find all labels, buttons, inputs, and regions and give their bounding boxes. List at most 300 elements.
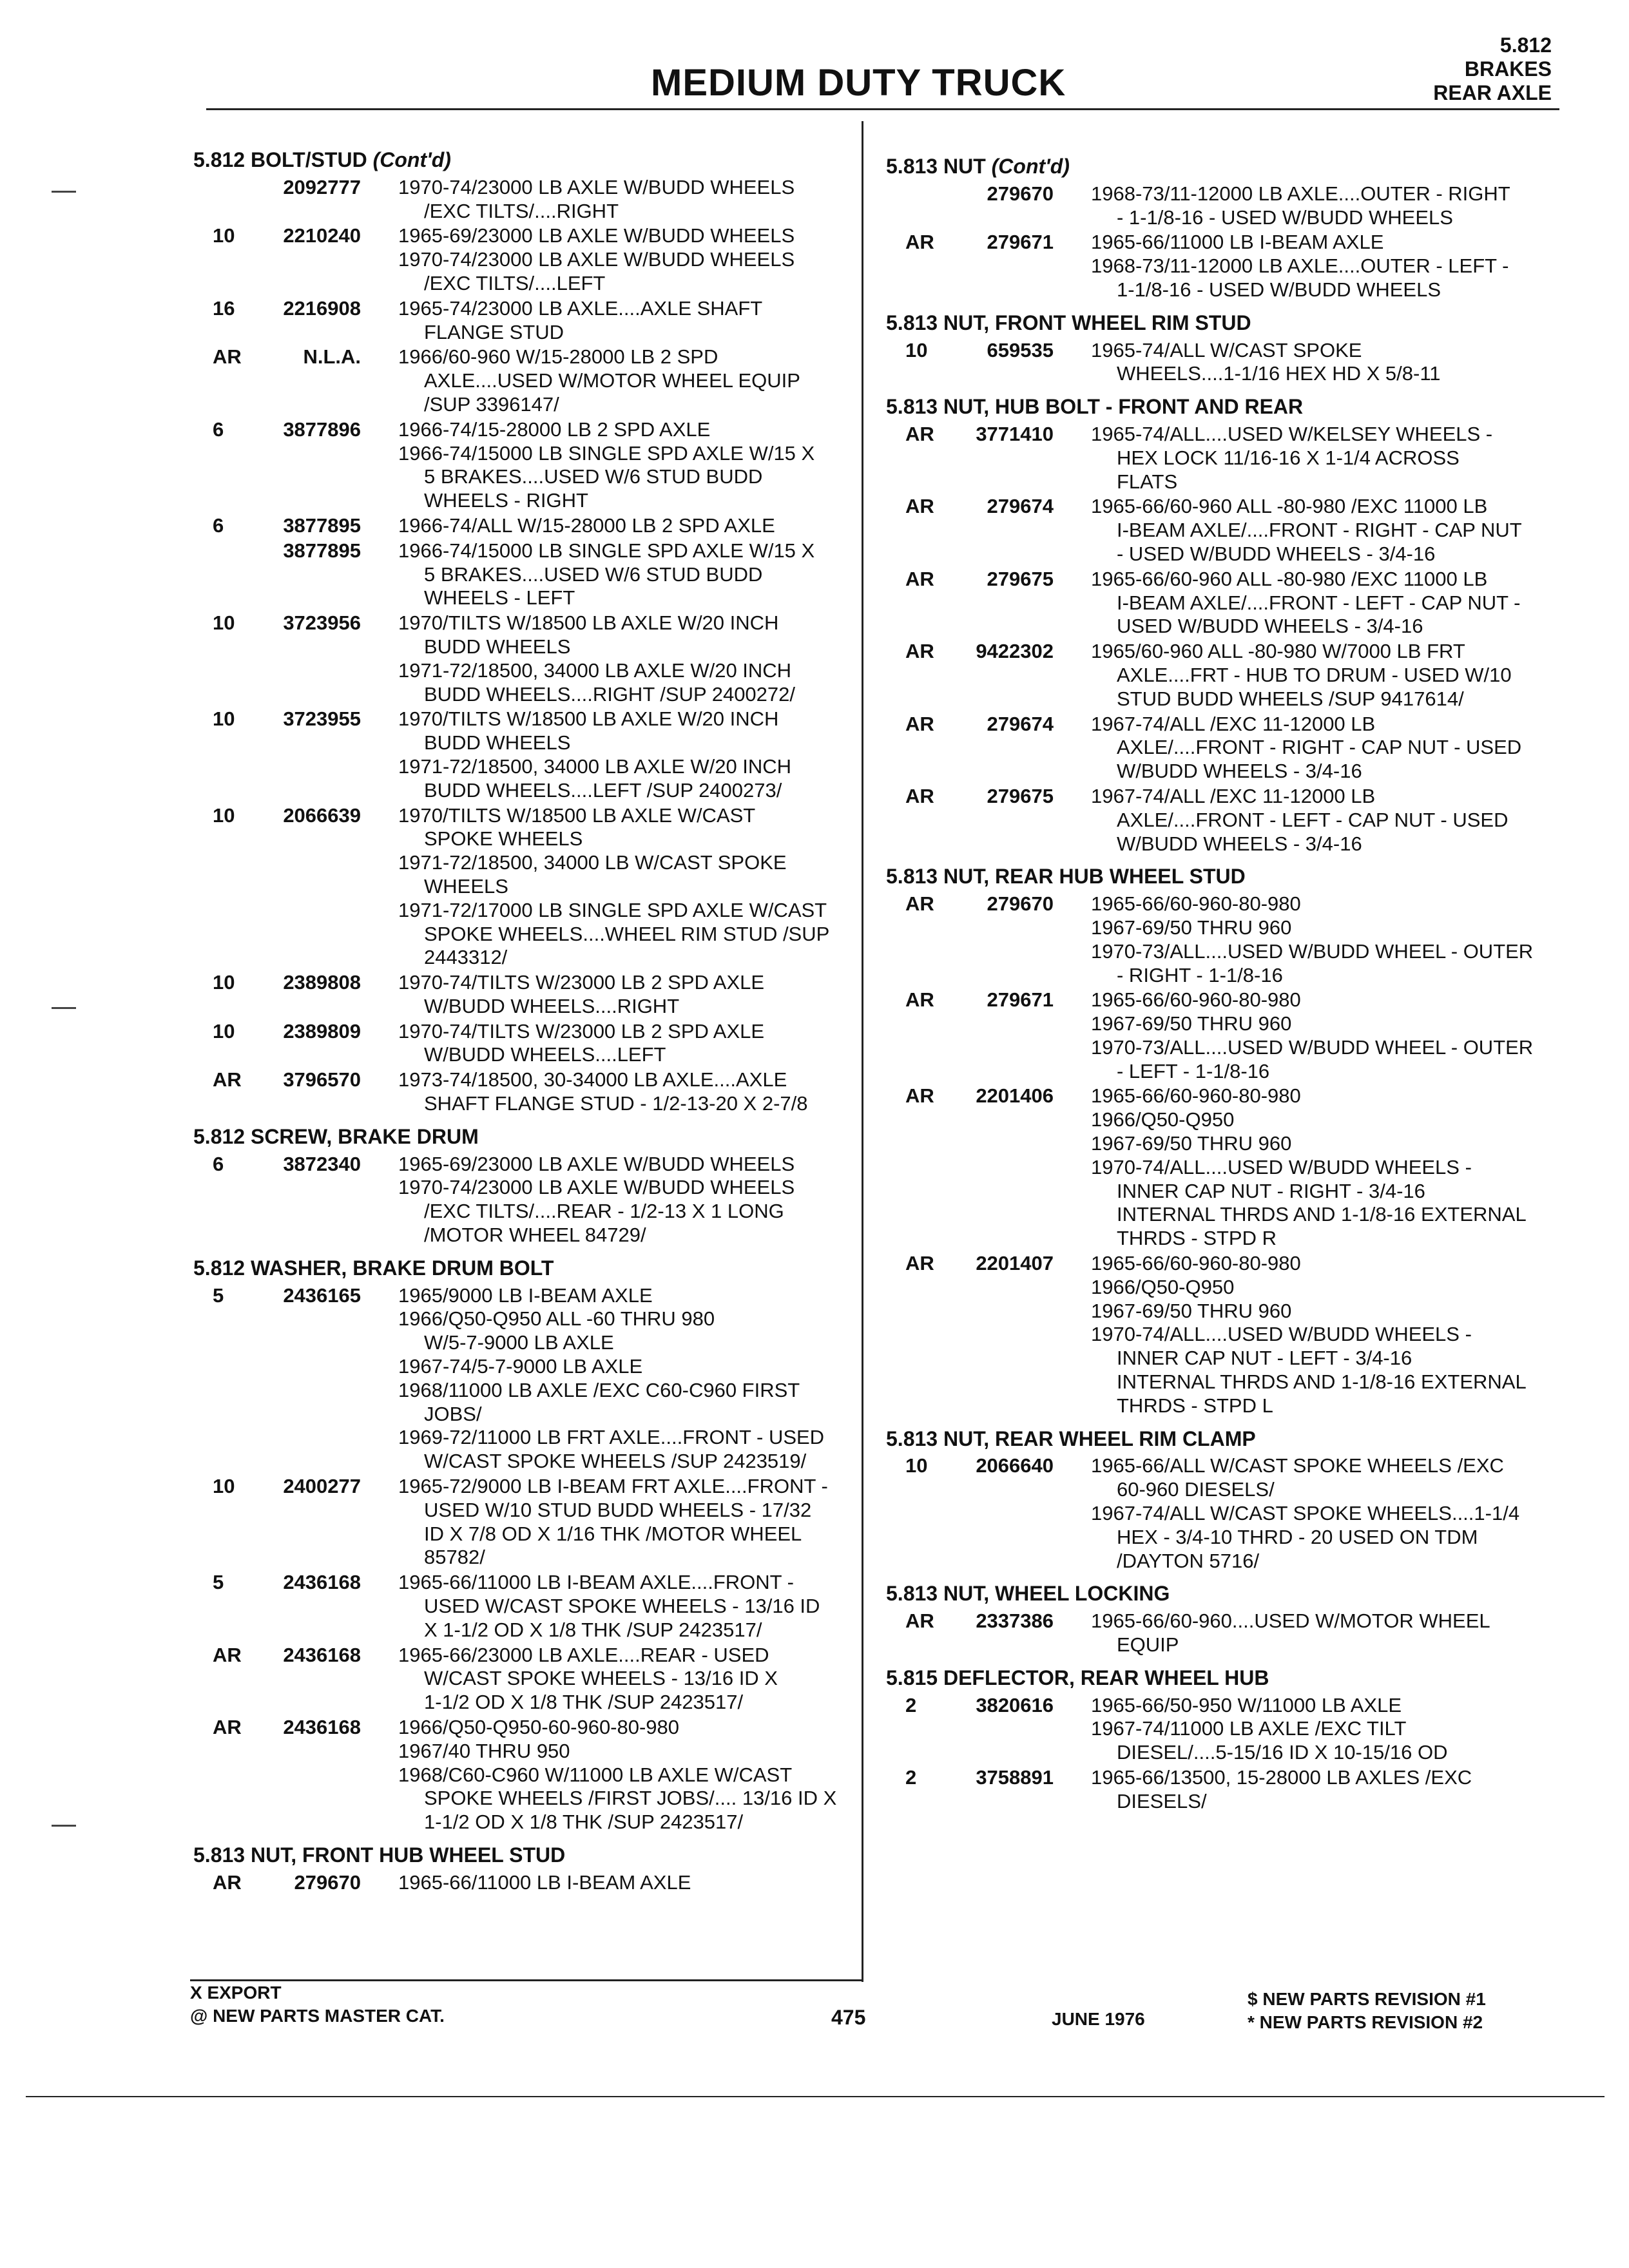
description-line: 1965-69/23000 LB AXLE W/BUDD WHEELS: [398, 224, 795, 247]
section-reference: [1433, 34, 1552, 105]
part-number: 279670: [294, 1870, 361, 1894]
description-line: AXLE/....FRONT - RIGHT - CAP NUT - USED: [1117, 736, 1522, 759]
description-line: 1967-69/50 THRU 960: [1091, 1299, 1292, 1322]
quantity: AR: [213, 1068, 242, 1091]
part-number: 9422302: [976, 640, 1054, 663]
part-description: [398, 1644, 851, 1715]
part-description: [398, 176, 851, 224]
part-entry: [886, 568, 1556, 639]
description-line: AXLE....FRT - HUB TO DRUM - USED W/10: [1117, 663, 1512, 686]
quantity: AR: [905, 988, 934, 1012]
part-description: [1091, 1694, 1556, 1765]
part-number: 2201406: [976, 1084, 1054, 1108]
part-entry: [886, 231, 1556, 302]
binder-hole-mark: [52, 1825, 76, 1827]
description-line: HEX - 3/4-10 THRD - 20 USED ON TDM: [1117, 1525, 1478, 1548]
description-line: 1965/9000 LB I-BEAM AXLE: [398, 1283, 653, 1307]
section-category: BRAKES: [1464, 57, 1552, 81]
description-line: - LEFT - 1-1/8-16: [1117, 1059, 1270, 1082]
section-title: 5.813 NUT, FRONT HUB WHEEL STUD: [193, 1843, 566, 1867]
description-line: 1968-73/11-12000 LB AXLE....OUTER - RIGHT: [1091, 182, 1510, 205]
description-line: 1965-72/9000 LB I-BEAM FRT AXLE....FRONT -: [398, 1475, 828, 1498]
part-number: 3723956: [283, 611, 361, 635]
part-entry: [886, 423, 1556, 494]
part-entry: [886, 988, 1556, 1083]
section-heading: [886, 155, 1556, 178]
part-entry: [886, 1694, 1556, 1765]
part-entry: [886, 892, 1556, 987]
quantity: AR: [905, 231, 934, 254]
quantity: AR: [213, 1643, 242, 1666]
part-entry: [193, 1475, 851, 1570]
part-number: 2436168: [283, 1716, 361, 1738]
part-number: 3877895: [283, 539, 361, 562]
quantity: AR: [905, 1610, 934, 1633]
quantity: 10: [213, 1475, 235, 1498]
description-line: 1-1/2 OD X 1/8 THK /SUP 2423517/: [424, 1691, 744, 1714]
description-line: 1967-74/ALL W/CAST SPOKE WHEELS....1-1/4: [1091, 1502, 1520, 1525]
section-heading: [886, 865, 1556, 889]
quantity: 6: [213, 1152, 224, 1175]
description-line: 1965-66/11000 LB I-BEAM AXLE: [1091, 231, 1384, 254]
description-line: AXLE....USED W/MOTOR WHEEL EQUIP: [424, 369, 800, 392]
part-number: 279674: [987, 712, 1054, 735]
description-line: 1967-69/50 THRU 960: [1091, 1132, 1292, 1155]
part-entry: [886, 713, 1556, 783]
part-number: 279671: [987, 988, 1054, 1012]
binder-hole-mark: [52, 1007, 76, 1009]
description-line: 1970-74/TILTS W/23000 LB 2 SPD AXLE: [398, 1019, 765, 1043]
part-number: 2216908: [283, 296, 361, 320]
part-description: [1091, 231, 1556, 302]
part-description: [398, 297, 851, 345]
description-line: 1965-66/11000 LB I-BEAM AXLE: [398, 1870, 691, 1894]
description-line: SPOKE WHEELS....WHEEL RIM STUD /SUP: [424, 922, 830, 945]
description-line: - RIGHT - 1-1/8-16: [1117, 963, 1283, 986]
part-description: [1091, 339, 1556, 387]
part-entry: [886, 1252, 1556, 1418]
description-line: 1971-72/18500, 34000 LB W/CAST SPOKE: [398, 851, 787, 874]
part-number: 3877896: [283, 418, 361, 441]
part-description: [398, 1020, 851, 1068]
description-line: 1965-66/60-960-80-980: [1091, 1084, 1301, 1108]
part-description: [398, 611, 851, 706]
part-number: N.L.A.: [303, 345, 361, 369]
part-description: [1091, 1084, 1556, 1251]
description-line: USED W/10 STUD BUDD WHEELS - 17/32: [424, 1498, 812, 1521]
part-number: 2389808: [283, 971, 361, 994]
bottom-rule: [26, 2096, 1605, 2097]
description-line: WHEELS....1-1/16 HEX HD X 5/8-11: [1117, 362, 1441, 385]
part-number: 3877895: [283, 514, 361, 537]
description-line: BUDD WHEELS: [424, 731, 571, 754]
binder-hole-mark: [52, 191, 76, 193]
part-entry: [886, 339, 1556, 387]
column-divider: [862, 121, 863, 1982]
part-number: 2066639: [283, 803, 361, 827]
part-description: [398, 418, 851, 513]
part-description: [398, 1475, 851, 1570]
footer-revision-2: * NEW PARTS REVISION #2: [1248, 2012, 1483, 2032]
description-line: INNER CAP NUT - RIGHT - 3/4-16: [1117, 1179, 1425, 1202]
part-description: [1091, 568, 1556, 639]
quantity: 10: [213, 611, 235, 635]
part-entry: [886, 1454, 1556, 1573]
quantity: 10: [213, 803, 235, 827]
part-description: [1091, 892, 1556, 987]
left-column: [193, 148, 851, 1896]
part-number: 279675: [987, 784, 1054, 807]
part-number: 3771410: [976, 422, 1054, 445]
footer-rule-left: [190, 1979, 863, 1981]
description-line: 1967-69/50 THRU 960: [1091, 1012, 1292, 1035]
section-heading: [193, 148, 851, 172]
quantity: 5: [213, 1283, 224, 1307]
part-entry: [886, 640, 1556, 711]
section-title: 5.813 NUT, WHEEL LOCKING: [886, 1582, 1170, 1606]
description-line: BUDD WHEELS....LEFT /SUP 2400273/: [424, 778, 782, 802]
quantity: 2: [905, 1766, 917, 1789]
part-entry: [886, 1610, 1556, 1657]
description-line: INTERNAL THRDS AND 1-1/8-16 EXTERNAL: [1117, 1203, 1527, 1226]
description-line: 5 BRAKES....USED W/6 STUD BUDD: [424, 562, 763, 586]
description-line: 1965-74/23000 LB AXLE....AXLE SHAFT: [398, 296, 763, 320]
description-line: STUD BUDD WHEELS /SUP 9417614/: [1117, 687, 1464, 710]
part-entry: [193, 224, 851, 295]
description-line: 1965-66/60-960-80-980: [1091, 988, 1301, 1012]
part-description: [398, 1571, 851, 1642]
quantity: 10: [213, 1019, 235, 1043]
part-description: [398, 1716, 851, 1834]
description-line: 85782/: [424, 1546, 485, 1569]
description-line: 1970-73/ALL....USED W/BUDD WHEEL - OUTER: [1091, 1035, 1534, 1059]
part-description: [1091, 1252, 1556, 1418]
description-line: - 1-1/8-16 - USED W/BUDD WHEELS: [1117, 206, 1453, 229]
description-line: 1965-66/23000 LB AXLE....REAR - USED: [398, 1643, 769, 1666]
description-line: 1971-72/18500, 34000 LB AXLE W/20 INCH: [398, 658, 792, 682]
part-number: 3758891: [976, 1766, 1054, 1789]
part-description: [1091, 1766, 1556, 1814]
description-line: FLATS: [1117, 470, 1178, 493]
quantity: 16: [213, 296, 235, 320]
part-description: [398, 514, 851, 538]
description-line: I-BEAM AXLE/....FRONT - LEFT - CAP NUT -: [1117, 591, 1521, 614]
description-line: 1970-74/23000 LB AXLE W/BUDD WHEELS: [398, 248, 795, 271]
part-number: 3820616: [976, 1693, 1054, 1716]
description-line: SPOKE WHEELS /FIRST JOBS/.... 13/16 ID X: [424, 1787, 837, 1810]
part-description: [398, 707, 851, 802]
part-entry: [193, 539, 851, 610]
quantity: 5: [213, 1571, 224, 1594]
description-line: /EXC TILTS/....REAR - 1/2-13 X 1 LONG: [424, 1200, 784, 1223]
part-description: [1091, 785, 1556, 856]
part-description: [398, 971, 851, 1019]
description-line: DIESELS/: [1117, 1789, 1207, 1812]
section-heading: [886, 1427, 1556, 1451]
section-note: (Cont'd): [991, 155, 1070, 178]
description-line: 1966/Q50-Q950: [1091, 1108, 1235, 1131]
part-entry: [193, 1068, 851, 1116]
description-line: W/CAST SPOKE WHEELS - 13/16 ID X: [424, 1667, 778, 1690]
part-entry: [193, 1153, 851, 1247]
part-number: 2436168: [283, 1643, 361, 1666]
description-line: 1966/Q50-Q950: [1091, 1275, 1235, 1298]
description-line: /EXC TILTS/....LEFT: [424, 271, 606, 294]
quantity: [193, 539, 251, 610]
part-description: [1091, 495, 1556, 566]
quantity: AR: [905, 712, 934, 735]
part-description: [398, 539, 851, 610]
description-line: 1-1/8-16 - USED W/BUDD WHEELS: [1117, 278, 1441, 301]
part-entry: [886, 1084, 1556, 1251]
description-line: 2443312/: [424, 946, 508, 969]
footer-legend-export: X EXPORT: [190, 1983, 282, 2003]
part-description: [398, 1284, 851, 1474]
part-number: 279670: [987, 892, 1054, 916]
description-line: W/BUDD WHEELS - 3/4-16: [1117, 832, 1362, 855]
section-code: 5.812: [1499, 34, 1552, 57]
description-line: WHEELS: [424, 874, 508, 898]
part-entry: [886, 182, 1556, 230]
description-line: 1966/Q50-Q950 ALL -60 THRU 980: [398, 1307, 715, 1331]
description-line: ID X 7/8 OD X 1/16 THK /MOTOR WHEEL: [424, 1522, 802, 1545]
description-line: W/BUDD WHEELS....RIGHT: [424, 994, 680, 1017]
part-entry: [193, 514, 851, 538]
part-entry: [886, 785, 1556, 856]
description-line: X 1-1/2 OD X 1/8 THK /SUP 2423517/: [424, 1618, 762, 1641]
quantity: AR: [905, 1084, 934, 1108]
description-line: 1973-74/18500, 30-34000 LB AXLE....AXLE: [398, 1068, 787, 1091]
description-line: SHAFT FLANGE STUD - 1/2-13-20 X 2-7/8: [424, 1092, 808, 1115]
description-line: 1966-74/15000 LB SINGLE SPD AXLE W/15 X: [398, 441, 815, 465]
part-number: 279670: [987, 182, 1054, 205]
quantity: AR: [213, 1716, 242, 1738]
section-title: 5.813 NUT: [886, 155, 986, 178]
description-line: 1970/TILTS W/18500 LB AXLE W/20 INCH: [398, 611, 779, 635]
part-description: [398, 1153, 851, 1247]
section-title: 5.813 NUT, REAR WHEEL RIM CLAMP: [886, 1427, 1256, 1450]
section-title: 5.813 NUT, REAR HUB WHEEL STUD: [886, 865, 1246, 889]
description-line: 1965-66/60-960....USED W/MOTOR WHEEL: [1091, 1610, 1490, 1633]
description-line: BUDD WHEELS: [424, 635, 571, 658]
part-number: 2436168: [283, 1571, 361, 1594]
section-title: 5.812 BOLT/STUD: [193, 148, 367, 171]
part-entry: [193, 1571, 851, 1642]
description-line: 1965-66/60-960-80-980: [1091, 1252, 1301, 1275]
description-line: 1965-66/50-950 W/11000 LB AXLE: [1091, 1693, 1402, 1716]
part-description: [1091, 988, 1556, 1083]
quantity: AR: [905, 567, 934, 590]
part-number: 2210240: [283, 224, 361, 247]
part-entry: [193, 1284, 851, 1474]
part-number: 3872340: [283, 1152, 361, 1175]
part-number: 2389809: [283, 1019, 361, 1043]
section-title: 5.815 DEFLECTOR, REAR WHEEL HUB: [886, 1666, 1269, 1689]
description-line: INNER CAP NUT - LEFT - 3/4-16: [1117, 1347, 1412, 1370]
description-line: /SUP 3396147/: [424, 392, 559, 416]
description-line: I-BEAM AXLE/....FRONT - RIGHT - CAP NUT: [1117, 519, 1522, 542]
description-line: THRDS - STPD L: [1117, 1394, 1273, 1417]
part-entry: [193, 804, 851, 970]
part-description: [398, 1871, 851, 1895]
description-line: 1965-66/60-960 ALL -80-980 /EXC 11000 LB: [1091, 495, 1488, 518]
description-line: WHEELS - RIGHT: [424, 489, 588, 512]
description-line: /MOTOR WHEEL 84729/: [424, 1224, 646, 1247]
quantity: 6: [213, 418, 224, 441]
section-heading: [193, 1256, 851, 1280]
part-number: 2066640: [976, 1454, 1054, 1477]
description-line: 1968/C60-C960 W/11000 LB AXLE W/CAST: [398, 1763, 793, 1786]
description-line: 1970-73/ALL....USED W/BUDD WHEEL - OUTER: [1091, 939, 1534, 963]
right-column: [886, 155, 1556, 1815]
part-entry: [193, 1871, 851, 1895]
section-heading: [886, 1666, 1556, 1690]
part-number: 2400277: [283, 1475, 361, 1498]
quantity: AR: [905, 892, 934, 916]
description-line: 5 BRAKES....USED W/6 STUD BUDD: [424, 465, 763, 488]
part-entry: [193, 971, 851, 1019]
description-line: 1970/TILTS W/18500 LB AXLE W/CAST: [398, 803, 756, 827]
quantity: AR: [213, 1870, 242, 1894]
description-line: 1969-72/11000 LB FRT AXLE....FRONT - USED: [398, 1426, 825, 1449]
part-number: 659535: [987, 338, 1054, 361]
description-line: 60-960 DIESELS/: [1117, 1478, 1275, 1501]
part-number: 279674: [987, 495, 1054, 518]
part-entry: [193, 297, 851, 345]
section-heading: [886, 1582, 1556, 1606]
description-line: 1966-74/15000 LB SINGLE SPD AXLE W/15 X: [398, 539, 815, 562]
section-title: 5.813 NUT, FRONT WHEEL RIM STUD: [886, 311, 1251, 334]
part-number: 2337386: [976, 1610, 1054, 1633]
section-subcategory: REAR AXLE: [1433, 81, 1552, 104]
part-entry: [193, 1020, 851, 1068]
quantity: 10: [905, 338, 928, 361]
part-entry: [193, 345, 851, 416]
description-line: WHEELS - LEFT: [424, 586, 575, 610]
description-line: FLANGE STUD: [424, 320, 564, 343]
header-rule: [206, 108, 1559, 110]
part-description: [1091, 423, 1556, 494]
description-line: 1970/TILTS W/18500 LB AXLE W/20 INCH: [398, 707, 779, 731]
description-line: HEX LOCK 11/16-16 X 1-1/4 ACROSS: [1117, 446, 1460, 469]
description-line: 1965-66/11000 LB I-BEAM AXLE....FRONT -: [398, 1571, 794, 1594]
description-line: SPOKE WHEELS: [424, 827, 583, 850]
description-line: DIESEL/....5-15/16 ID X 10-15/16 OD: [1117, 1741, 1448, 1764]
section-heading: [886, 311, 1556, 335]
description-line: 1967-74/11000 LB AXLE /EXC TILT: [1091, 1717, 1407, 1740]
description-line: W/CAST SPOKE WHEELS /SUP 2423519/: [424, 1450, 807, 1473]
quantity: 10: [213, 224, 235, 247]
quantity: AR: [905, 422, 934, 445]
quantity: AR: [905, 640, 934, 663]
part-number: 279675: [987, 567, 1054, 590]
description-line: 1967-74/ALL /EXC 11-12000 LB: [1091, 784, 1376, 807]
description-line: /EXC TILTS/....RIGHT: [424, 199, 619, 222]
description-line: 1970-74/ALL....USED W/BUDD WHEELS -: [1091, 1323, 1472, 1346]
description-line: - USED W/BUDD WHEELS - 3/4-16: [1117, 542, 1436, 565]
description-line: 1965-66/13500, 15-28000 LB AXLES /EXC: [1091, 1766, 1472, 1789]
part-entry: [886, 1766, 1556, 1814]
description-line: 1970-74/23000 LB AXLE W/BUDD WHEELS: [398, 1176, 795, 1199]
quantity: 10: [213, 707, 235, 731]
part-number: 2092777: [283, 175, 361, 198]
description-line: 1968-73/11-12000 LB AXLE....OUTER - LEFT -: [1091, 255, 1509, 278]
part-description: [398, 804, 851, 970]
quantity: [193, 176, 251, 224]
quantity: 2: [905, 1693, 917, 1716]
description-line: 1971-72/18500, 34000 LB AXLE W/20 INCH: [398, 754, 792, 778]
part-entry: [193, 1716, 851, 1834]
description-line: 1965-66/60-960-80-980: [1091, 892, 1301, 916]
part-description: [398, 1068, 851, 1116]
quantity: AR: [213, 345, 242, 369]
quantity: AR: [905, 784, 934, 807]
description-line: 1966/Q50-Q950-60-960-80-980: [398, 1716, 680, 1738]
description-line: /DAYTON 5716/: [1117, 1549, 1260, 1572]
description-line: W/BUDD WHEELS....LEFT: [424, 1043, 666, 1066]
description-line: 1966-74/ALL W/15-28000 LB 2 SPD AXLE: [398, 514, 775, 537]
description-line: 1966/60-960 W/15-28000 LB 2 SPD: [398, 345, 718, 369]
description-line: 1970-74/23000 LB AXLE W/BUDD WHEELS: [398, 175, 795, 198]
description-line: 1965-74/ALL....USED W/KELSEY WHEELS -: [1091, 422, 1493, 445]
description-line: INTERNAL THRDS AND 1-1/8-16 EXTERNAL: [1117, 1370, 1527, 1394]
footer-legend-master: @ NEW PARTS MASTER CAT.: [190, 2006, 445, 2026]
description-line: 1971-72/17000 LB SINGLE SPD AXLE W/CAST: [398, 898, 827, 921]
description-line: BUDD WHEELS....RIGHT /SUP 2400272/: [424, 682, 796, 706]
section-heading: [193, 1843, 851, 1867]
section-heading: [886, 395, 1556, 419]
description-line: 1968/11000 LB AXLE /EXC C60-C960 FIRST: [398, 1378, 800, 1401]
part-description: [1091, 182, 1556, 230]
description-line: 1970-74/TILTS W/23000 LB 2 SPD AXLE: [398, 971, 765, 994]
quantity: AR: [905, 495, 934, 518]
description-line: EQUIP: [1117, 1633, 1179, 1657]
description-line: 1965-69/23000 LB AXLE W/BUDD WHEELS: [398, 1152, 795, 1175]
part-number: 2436165: [283, 1283, 361, 1307]
description-line: THRDS - STPD R: [1117, 1227, 1277, 1250]
section-title: 5.812 WASHER, BRAKE DRUM BOLT: [193, 1256, 554, 1280]
description-line: JOBS/: [424, 1402, 482, 1425]
description-line: 1967-74/ALL /EXC 11-12000 LB: [1091, 712, 1376, 735]
part-description: [398, 224, 851, 295]
description-line: 1970-74/ALL....USED W/BUDD WHEELS -: [1091, 1155, 1472, 1178]
page-number: 475: [831, 2006, 866, 2029]
part-description: [398, 345, 851, 416]
description-line: 1965-74/ALL W/CAST SPOKE: [1091, 338, 1362, 361]
part-number: 3723955: [283, 707, 361, 731]
description-line: 1967-69/50 THRU 960: [1091, 916, 1292, 939]
description-line: 1965-66/60-960 ALL -80-980 /EXC 11000 LB: [1091, 567, 1488, 590]
description-line: W/BUDD WHEELS - 3/4-16: [1117, 760, 1362, 783]
description-line: 1967/40 THRU 950: [398, 1739, 570, 1762]
section-heading: [193, 1125, 851, 1149]
description-line: 1967-74/5-7-9000 LB AXLE: [398, 1355, 643, 1378]
page-title: MEDIUM DUTY TRUCK: [651, 62, 1066, 104]
part-number: 3796570: [283, 1068, 361, 1091]
quantity: 10: [905, 1454, 928, 1477]
part-description: [1091, 713, 1556, 783]
description-line: 1965/60-960 ALL -80-980 W/7000 LB FRT: [1091, 640, 1465, 663]
section-title: 5.812 SCREW, BRAKE DRUM: [193, 1124, 479, 1148]
description-line: 1965-66/ALL W/CAST SPOKE WHEELS /EXC: [1091, 1454, 1504, 1477]
part-number: 279671: [987, 231, 1054, 254]
part-entry: [193, 611, 851, 706]
description-line: USED W/BUDD WHEELS - 3/4-16: [1117, 615, 1423, 638]
description-line: AXLE/....FRONT - LEFT - CAP NUT - USED: [1117, 808, 1509, 831]
quantity: [886, 182, 944, 230]
publication-date: JUNE 1976: [1052, 2009, 1145, 2029]
description-line: 1-1/2 OD X 1/8 THK /SUP 2423517/: [424, 1811, 744, 1834]
